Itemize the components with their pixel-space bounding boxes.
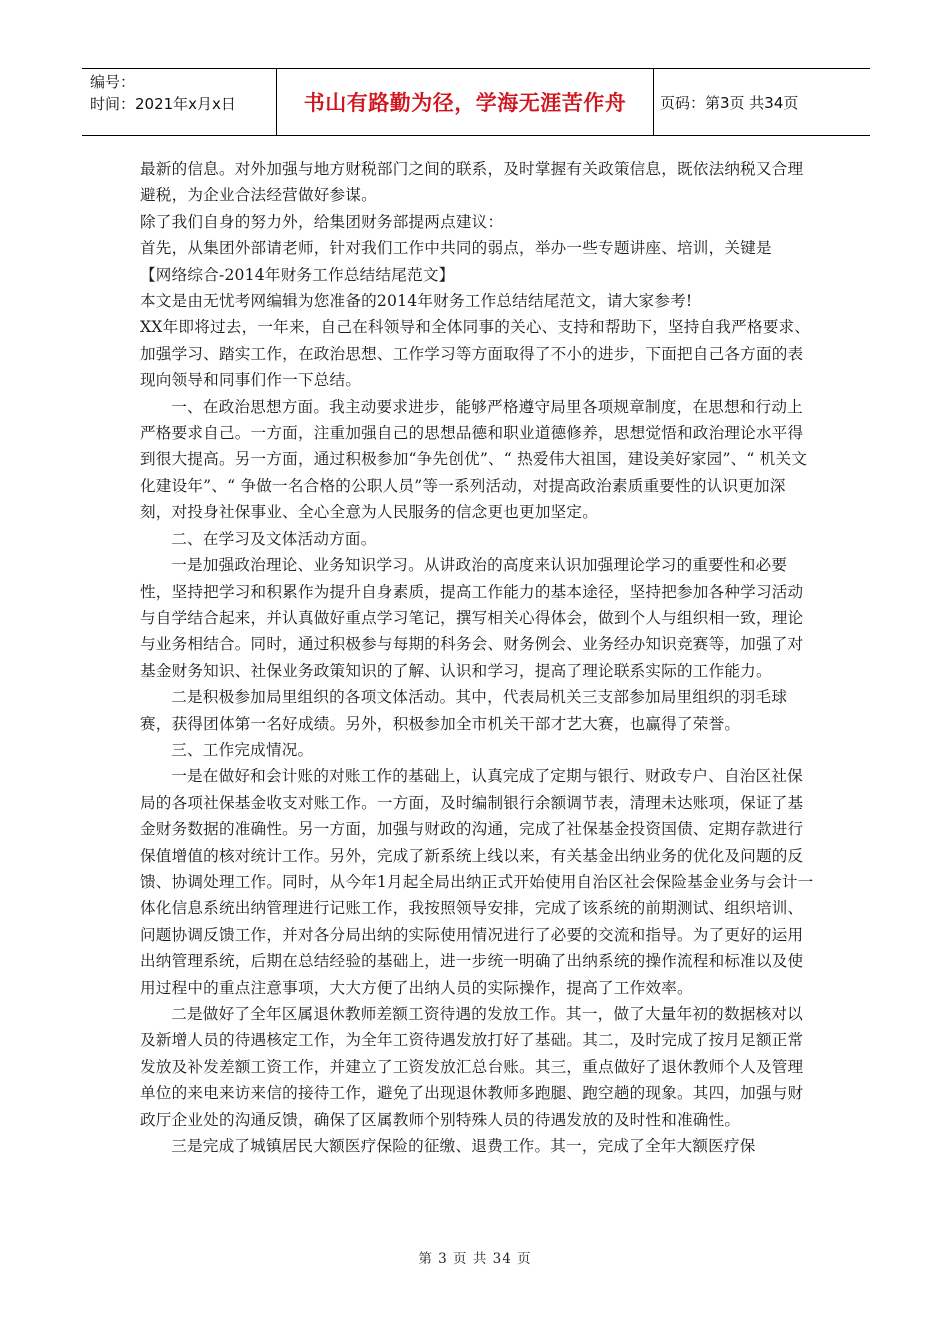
header-motto: 书山有路勤为径，学海无涯苦作舟 <box>277 69 654 135</box>
paragraph: 二是积极参加局里组织的各项文体活动。其中，代表局机关三支部参加局里组织的羽毛球赛，获得团体第一名好成绩。另外，积极参加全市机关干部才艺大赛，也赢得了荣誉。 <box>140 688 788 733</box>
paragraph: 本文是由无忧考网编辑为您准备的2014年财务工作总结结尾范文，请大家参考! <box>140 292 693 311</box>
paragraph: 一是在做好和会计账的对账工作的基础上，认真完成了定期与银行、财政专户、自治区社保局的各项社保基金收支对账工作。一方面，及时编制银行余额调节表，清理未达账项，保证了基金财务数据的准确性。另一方面，加强与财政的沟通，完成了社保基金投资国债、定期存款进行保值增值的核对统计工作。另外，完成了新系统上线以来，有关基金出纳业务的优化及问题的反馈、协调处理工作。同时，从今年1月起全局出纳正式开始使用自治区社会保险基金业务与会计一体化信息系统出纳管理进行记账工作，我按照领导安排，完成了该系统的前期测试、组织培训、问题协调反馈工作，并对各分局出纳的实际使用情况进行了必要的交流和指导。为了更好的运用出纳管理系统，后期在总结经验的基础上，进一步统一明确了出纳系统的操作流程和标准以及使用过程中的重点注意事项，大大方便了出纳人员的实际操作，提高了工作效率。 <box>140 767 814 997</box>
document-date-label: 时间：2021年x月x日 <box>90 95 236 113</box>
paragraph: 二是做好了全年区属退休教师差额工资待遇的发放工作。其一，做了大量年初的数据核对以及新增人员的待遇核定工作，为全年工资待遇发放打好了基础。其二，及时完成了按月足额正常发放及补发差额工资工作，并建立了工资发放汇总台账。其三，重点做好了退休教师个人及管理单位的来电来访来信的接待工作，避免了出现退休教师多跑腿、跑空趟的现象。其四，加强与财政厅企业处的沟通反馈，确保了区属教师个别特殊人员的待遇发放的及时性和准确性。 <box>140 1005 804 1129</box>
paragraph: 三、工作完成情况。 <box>171 740 314 759</box>
page-footer: 第 3 页 共 34 页 <box>418 1251 532 1267</box>
header-page-number: 页码：第3页 共34页 <box>660 93 799 112</box>
paragraph: 一、在政治思想方面。我主动要求进步，能够严格遵守局里各项规章制度，在思想和行动上严格要求自己。一方面，注重加强自己的思想品德和职业道德修养，思想觉悟和政治理论水平得到很大提高。另一方面，通过积极参加“争先创优”、“ 热爱伟大祖国，建设美好家园”、“ 机关文化建设年”、“ 争做一名合格的公职人员”等一系列活动，对提高政治素质重要性的认识更加深刻，对投身社保事业、全心全意为人民服务的信念更也更加坚定。 <box>140 397 808 522</box>
paragraph: 三是完成了城镇居民大额医疗保险的征缴、退费工作。其一，完成了全年大额医疗保 <box>171 1137 756 1156</box>
section-title: 【网络综合-2014年财务工作总结结尾范文】 <box>140 265 455 284</box>
paragraph: XX年即将过去，一年来，自己在科领导和全体同事的关心、支持和帮助下，坚持自我严格要求、加强学习、踏实工作，在政治思想、工作学习等方面取得了不小的进步，下面把自己各方面的表现向领导和同事们作一下总结。 <box>140 318 811 390</box>
page-header <box>82 68 870 136</box>
paragraph: 一是加强政治理论、业务知识学习。从讲政治的高度来认识加强理论学习的重要性和必要性，坚持把学习和积累作为提升自身素质，提高工作能力的基本途径，坚持把参加各种学习活动与自学结合起来，并认真做好重点学习笔记，撰写相关心得体会，做到个人与组织相一致，理论与业务相结合。同时，通过积极参与每期的科务会、财务例会、业务经办知识竞赛等，加强了对基金财务知识、社保业务政策知识的了解、认识和学习，提高了理论联系实际的工作能力。 <box>140 556 804 680</box>
document-number-label: 编号： <box>90 73 136 91</box>
document-body <box>140 156 816 1159</box>
paragraph: 除了我们自身的努力外，给集团财务部提两点建议： <box>140 212 504 231</box>
header-meta <box>82 69 277 135</box>
paragraph: 二、在学习及文体活动方面。 <box>171 529 377 548</box>
paragraph: 首先，从集团外部请老师，针对我们工作中共同的弱点，举办一些专题讲座、培训，关键是 <box>140 239 772 258</box>
paragraph: 最新的信息。对外加强与地方财税部门之间的联系，及时掌握有关政策信息，既依法纳税又合理避税，为企业合法经营做好参谋。 <box>140 160 804 205</box>
